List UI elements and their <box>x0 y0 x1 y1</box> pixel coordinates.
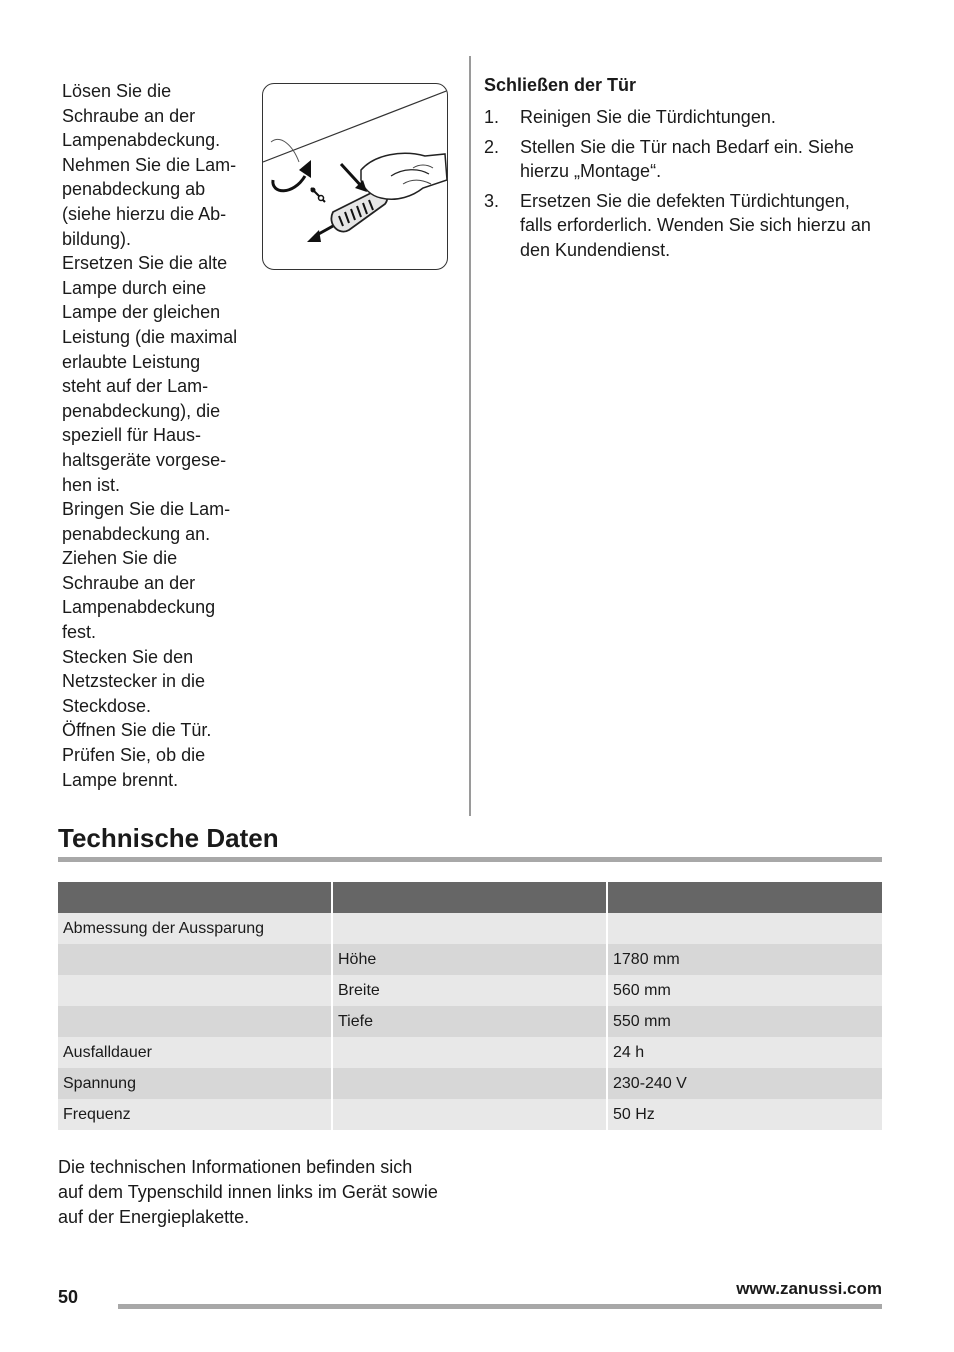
table-cell <box>332 913 607 944</box>
table-cell: Spannung <box>58 1068 332 1099</box>
instruction-line: Lampenabdeckung <box>62 597 216 618</box>
table-cell: 1780 mm <box>607 944 882 975</box>
step-number: 3. <box>484 190 500 211</box>
table-cell <box>58 944 332 975</box>
table-cell: Abmessung der Aussparung <box>58 913 332 944</box>
table-cell <box>332 1068 607 1099</box>
table-row <box>58 1037 882 1068</box>
table-cell <box>332 1037 607 1068</box>
table-cell: Breite <box>332 975 607 1006</box>
instruction-line: Schraube an der <box>62 572 196 593</box>
lamp-cover-figure <box>262 83 448 270</box>
lamp-instructions <box>62 79 252 792</box>
instruction-line: erlaubte Leistung <box>62 351 201 372</box>
table-row <box>58 944 882 975</box>
step-number: 2. <box>484 136 500 157</box>
table-cell: 550 mm <box>607 1006 882 1037</box>
footnote-line: auf der Energieplakette. <box>58 1207 250 1227</box>
instruction-line: Leistung (die maximal <box>62 326 238 347</box>
table-cell: 560 mm <box>607 975 882 1006</box>
table-cell: Tiefe <box>332 1006 607 1037</box>
instruction-line: fest. <box>62 622 97 643</box>
instruction-line: bildung). <box>62 228 132 249</box>
instruction-line: haltsgeräte vorgese- <box>62 449 227 470</box>
table-cell <box>58 975 332 1006</box>
table-cell: 230-240 V <box>607 1068 882 1099</box>
list-item <box>484 135 884 184</box>
instruction-line: penabdeckung ab <box>62 179 206 200</box>
instruction-line: hen ist. <box>62 474 121 495</box>
lamp-cover-removal-icon <box>263 84 448 270</box>
step-text: Stellen Sie die Tür nach Bedarf ein. Siehe hierzu „Montage“. <box>520 136 854 182</box>
door-section-heading: Schließen der Tür <box>484 75 637 95</box>
table-header-cell <box>58 882 332 913</box>
website-url: www.zanussi.com <box>736 1279 882 1298</box>
table-cell: Höhe <box>332 944 607 975</box>
instruction-line: Nehmen Sie die Lam- <box>62 154 237 175</box>
instruction-line: Lampe der gleichen <box>62 302 221 323</box>
footer-rule <box>118 1304 882 1309</box>
instruction-line: Öffnen Sie die Tür. <box>62 720 212 741</box>
instruction-line: Bringen Sie die Lam- <box>62 499 231 520</box>
table-header-cell <box>332 882 607 913</box>
table-cell: 24 h <box>607 1037 882 1068</box>
instruction-line: Netzstecker in die <box>62 671 206 692</box>
list-item <box>484 189 884 263</box>
step-text: Ersetzen Sie die defekten Türdichtungen, falls erforderlich. Wenden Sie sich hierzu an den Kundendienst. <box>520 190 871 260</box>
instruction-line: Prüfen Sie, ob die <box>62 745 206 766</box>
table-header-cell <box>607 882 882 913</box>
table-header-row <box>58 882 882 913</box>
table-cell: Frequenz <box>58 1099 332 1130</box>
instruction-line: penabdeckung), die <box>62 400 221 421</box>
table-cell <box>58 1006 332 1037</box>
door-closing-section <box>484 73 884 268</box>
footnote-line: auf dem Typenschild innen links im Gerät sowie <box>58 1182 438 1202</box>
table-cell: 50 Hz <box>607 1099 882 1130</box>
table-cell: Ausfalldauer <box>58 1037 332 1068</box>
page-number: 50 <box>58 1287 79 1307</box>
table-cell <box>607 913 882 944</box>
table-row <box>58 1006 882 1037</box>
instruction-line: Lösen Sie die <box>62 81 172 101</box>
table-row <box>58 975 882 1006</box>
step-text: Reinigen Sie die Türdichtungen. <box>520 107 776 127</box>
instruction-line: (siehe hierzu die Ab- <box>62 203 227 224</box>
table-row <box>58 1099 882 1130</box>
instruction-line: Lampenabdeckung. <box>62 130 221 151</box>
footnote-line: Die technischen Informationen befinden sich <box>58 1157 413 1177</box>
tech-data-table <box>58 882 882 1130</box>
instruction-line: steht auf der Lam- <box>62 376 209 397</box>
page-title: Technische Daten <box>58 823 279 853</box>
table-cell <box>332 1099 607 1130</box>
door-steps-list <box>484 105 884 263</box>
instruction-line: Lampe brennt. <box>62 769 179 790</box>
title-rule <box>58 857 882 862</box>
instruction-line: Ziehen Sie die <box>62 548 178 569</box>
list-item <box>484 105 884 130</box>
column-divider <box>469 56 471 816</box>
step-number: 1. <box>484 107 500 127</box>
tech-footnote <box>58 1155 478 1230</box>
instruction-line: Steckdose. <box>62 695 152 716</box>
table-row <box>58 1068 882 1099</box>
instruction-line: Ersetzen Sie die alte <box>62 253 228 274</box>
instruction-line: speziell für Haus- <box>62 425 202 446</box>
table-row <box>58 913 882 944</box>
instruction-line: Stecken Sie den <box>62 646 194 667</box>
instruction-line: Schraube an der <box>62 105 196 126</box>
instruction-line: Lampe durch eine <box>62 277 207 298</box>
instruction-line: penabdeckung an. <box>62 523 211 544</box>
